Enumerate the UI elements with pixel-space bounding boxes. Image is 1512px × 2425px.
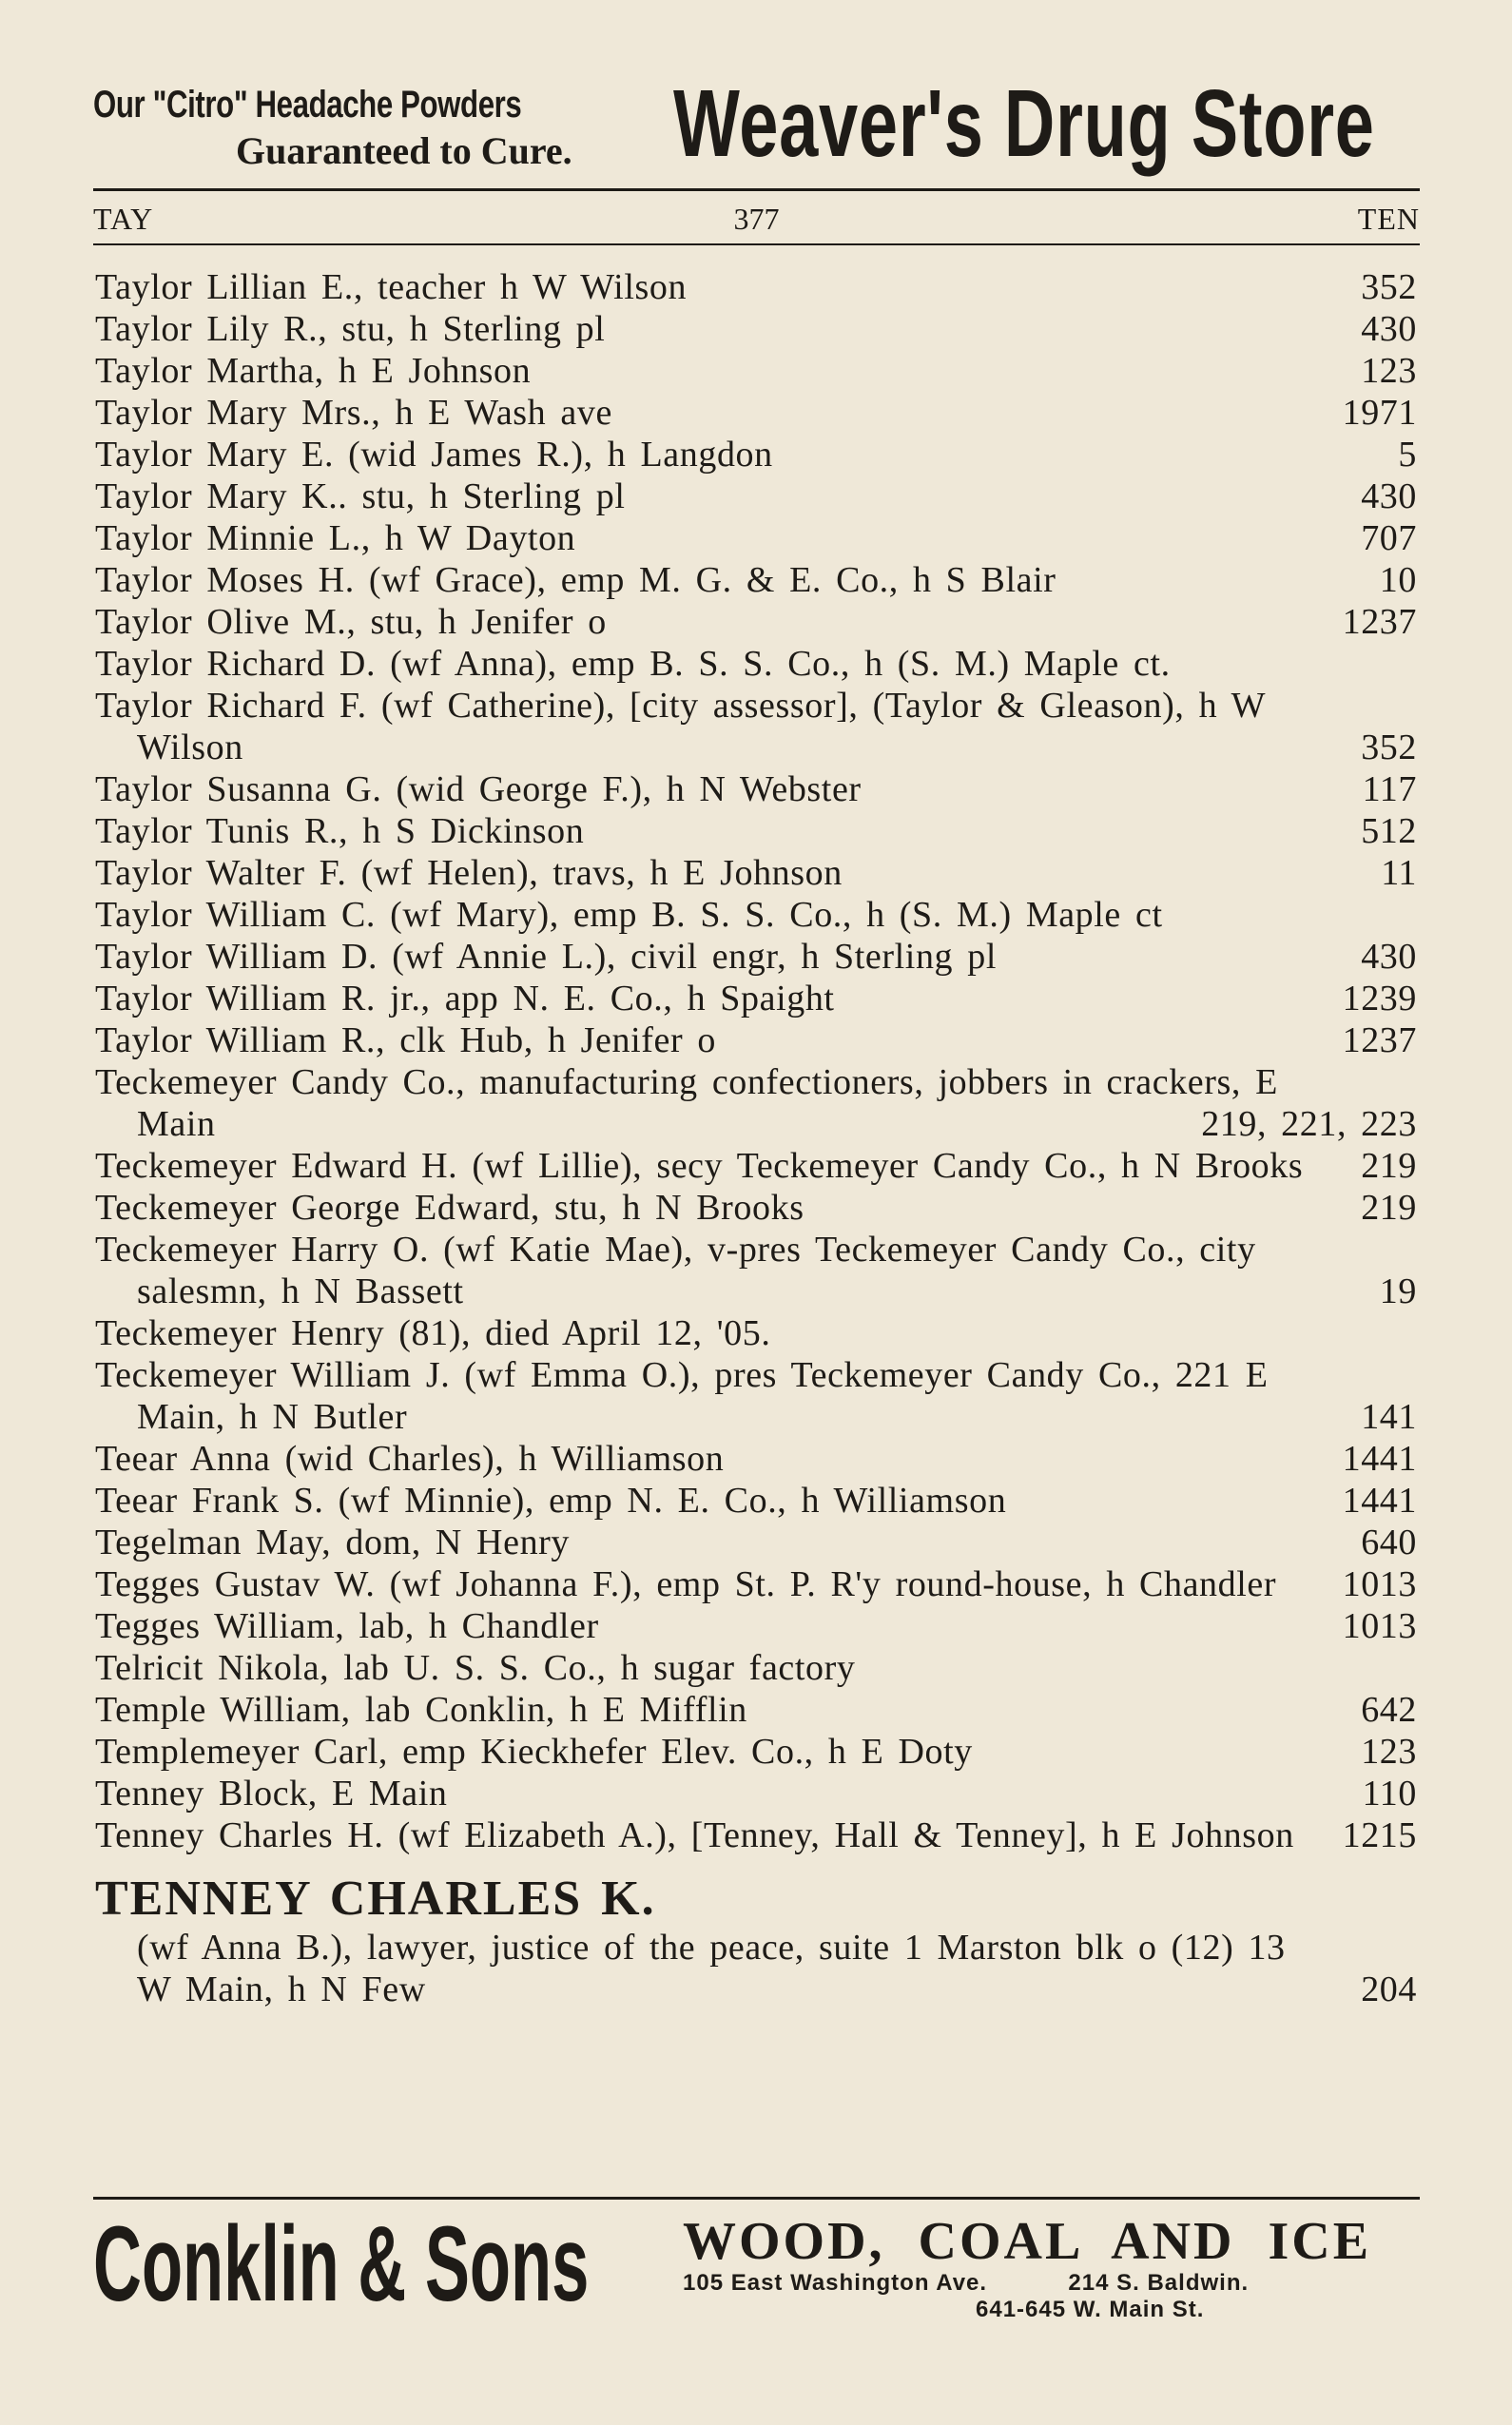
entry-text: Taylor Richard D. (wf Anna), emp B. S. S. Co., h (S. M.) Maple ct.: [95, 644, 1171, 684]
bold-entry-text: (wf Anna B.), lawyer, justice of the peace, suite 1 Marston blk o (12) 13 W Main, h N Few: [137, 1928, 1286, 2009]
entry-number: 219: [1361, 1146, 1417, 1186]
entry-text: Teckemeyer Harry O. (wf Katie Mae), v-pres Teckemeyer Candy Co., city salesmn, h N Bassett: [95, 1230, 1256, 1311]
ad-addresses: [683, 2270, 1249, 2297]
entry-number: 707: [1361, 518, 1417, 558]
directory-entry: [95, 517, 1417, 559]
entry-text: Tenney Block, E Main: [95, 1774, 448, 1814]
entry-text: Taylor Richard F. (wf Catherine), [city assessor], (Taylor & Gleason), h W Wilson: [95, 686, 1266, 767]
ad-left-line2: Guaranteed to Cure.: [236, 129, 572, 172]
entry-number: 352: [1361, 728, 1417, 767]
directory-entry: [95, 350, 1417, 392]
entry-number: 430: [1361, 476, 1417, 516]
running-head-left: TAY: [93, 202, 154, 236]
directory-entry: [95, 936, 1417, 978]
entry-number: 219, 221, 223: [1201, 1104, 1417, 1144]
ad-address-3: 641-645 W. Main St.: [976, 2297, 1205, 2322]
entry-text: Tenney Charles H. (wf Elizabeth A.), [Tenney, Hall & Tenney], h E Johnson: [95, 1815, 1294, 1855]
entry-text: Taylor William C. (wf Mary), emp B. S. S. Co., h (S. M.) Maple ct: [95, 895, 1163, 935]
entry-text: Taylor Minnie L., h W Dayton: [95, 518, 576, 558]
entry-text: Teckemeyer Edward H. (wf Lillie), secy Teckemeyer Candy Co., h N Brooks: [95, 1146, 1304, 1186]
bold-entry-name: TENNEY CHARLES K.: [95, 1872, 656, 1926]
entry-text: Taylor Susanna G. (wid George F.), h N Webster: [95, 769, 862, 809]
ad-drug-store-name: Weaver's Drug Store: [673, 70, 1375, 177]
directory-entry: [95, 1438, 1417, 1480]
directory-entry: [95, 1229, 1417, 1312]
entry-number: 642: [1361, 1690, 1417, 1730]
entry-text: Temple William, lab Conklin, h E Mifflin: [95, 1690, 747, 1730]
entry-text: Tegges William, lab, h Chandler: [95, 1606, 599, 1646]
entry-number: 10: [1379, 560, 1417, 600]
entry-number: 1971: [1342, 393, 1417, 433]
directory-entry: [95, 1354, 1417, 1438]
entry-number: 19: [1379, 1271, 1417, 1311]
directory-entry: [95, 894, 1417, 936]
entry-text: Taylor Moses H. (wf Grace), emp M. G. & E. Co., h S Blair: [95, 560, 1056, 600]
entry-text: Taylor Martha, h E Johnson: [95, 351, 532, 391]
directory-entry: [95, 1773, 1417, 1814]
directory-entry: [95, 475, 1417, 517]
directory-entry: [95, 266, 1417, 308]
entry-text: Teckemeyer Henry (81), died April 12, '05.: [95, 1313, 771, 1353]
entry-text: Telricit Nikola, lab U. S. S. Co., h sugar factory: [95, 1648, 856, 1688]
ad-goods: WOOD, COAL AND ICE: [683, 2212, 1372, 2271]
entry-text: Tegelman May, dom, N Henry: [95, 1523, 571, 1562]
entry-number: 110: [1362, 1774, 1417, 1814]
entry-number: 1441: [1342, 1481, 1417, 1521]
directory-entry: [95, 978, 1417, 1019]
entry-text: Taylor William D. (wf Annie L.), civil engr, h Sterling pl: [95, 937, 998, 977]
entry-text: Teckemeyer Candy Co., manufacturing confectioners, jobbers in crackers, E Main: [95, 1062, 1278, 1144]
header-divider: [93, 243, 1420, 245]
directory-listing: [95, 266, 1417, 2010]
entry-text: Teckemeyer George Edward, stu, h N Brooks: [95, 1188, 804, 1228]
directory-entry: [95, 434, 1417, 475]
directory-entry: [95, 685, 1417, 768]
directory-entry: [95, 1605, 1417, 1647]
directory-entry: [95, 392, 1417, 434]
entry-number: 117: [1362, 769, 1417, 809]
running-head: [93, 202, 1420, 240]
top-advertisement: [93, 70, 1420, 179]
ad-headache-powders: [93, 84, 664, 173]
directory-entry: [95, 601, 1417, 643]
entry-number: 1215: [1342, 1815, 1417, 1855]
bottom-advertisement: [93, 2204, 1420, 2325]
entry-text: Taylor Mary E. (wid James R.), h Langdon: [95, 435, 773, 475]
entry-number: 1239: [1342, 979, 1417, 1018]
directory-entry: [95, 1019, 1417, 1061]
entry-number: 352: [1361, 267, 1417, 307]
directory-entry: [95, 1814, 1417, 1856]
directory-entry: [95, 1145, 1417, 1187]
entry-text: Teckemeyer William J. (wf Emma O.), pres Teckemeyer Candy Co., 221 E Main, h N Butler: [95, 1355, 1269, 1437]
ad-address-1: 105 East Washington Ave.: [683, 2270, 988, 2296]
entry-number: 430: [1361, 309, 1417, 349]
directory-entry: [95, 1480, 1417, 1522]
directory-entry: [95, 1563, 1417, 1605]
bold-entry-number: 204: [1361, 1969, 1417, 2009]
entry-number: 640: [1361, 1523, 1417, 1562]
top-divider: [93, 188, 1420, 191]
entry-text: Taylor Lily R., stu, h Sterling pl: [95, 309, 606, 349]
directory-entry: [95, 559, 1417, 601]
directory-entry: [95, 1312, 1417, 1354]
entry-number: 1237: [1342, 602, 1417, 642]
bold-directory-entry: [95, 1872, 1417, 2010]
directory-entry: [95, 852, 1417, 894]
entry-text: Templemeyer Carl, emp Kieckhefer Elev. Co., h E Doty: [95, 1732, 973, 1772]
entry-number: 1237: [1342, 1020, 1417, 1060]
entry-number: 123: [1361, 1732, 1417, 1772]
entry-text: Taylor Mary Mrs., h E Wash ave: [95, 393, 612, 433]
ad-left-line1: Our "Citro" Headache Powders: [93, 84, 522, 126]
directory-entry: [95, 643, 1417, 685]
entry-text: Taylor Olive M., stu, h Jenifer o: [95, 602, 607, 642]
entry-number: 512: [1361, 811, 1417, 851]
running-head-right: TEN: [1357, 202, 1420, 236]
entry-text: Taylor Lillian E., teacher h W Wilson: [95, 267, 688, 307]
directory-entry: [95, 1061, 1417, 1145]
entry-text: Taylor Walter F. (wf Helen), travs, h E Johnson: [95, 853, 843, 893]
ad-address-2: 214 S. Baldwin.: [1068, 2270, 1250, 2296]
directory-entry: [95, 1689, 1417, 1731]
directory-entry: [95, 768, 1417, 810]
entry-number: 1441: [1342, 1439, 1417, 1479]
directory-entry: [95, 1522, 1417, 1563]
entry-number: 141: [1361, 1397, 1417, 1437]
directory-entry: [95, 1731, 1417, 1773]
entry-text: Taylor Mary K.. stu, h Sterling pl: [95, 476, 626, 516]
entry-text: Tegges Gustav W. (wf Johanna F.), emp St. P. R'y round-house, h Chandler: [95, 1564, 1277, 1604]
ad-business-name: Conklin & Sons: [93, 2204, 590, 2323]
directory-entry: [95, 1647, 1417, 1689]
entry-number: 1013: [1342, 1564, 1417, 1604]
directory-entry: [95, 1187, 1417, 1229]
entry-number: 5: [1398, 435, 1417, 475]
entry-number: 123: [1361, 351, 1417, 391]
entry-text: Taylor Tunis R., h S Dickinson: [95, 811, 585, 851]
directory-entry: [95, 810, 1417, 852]
directory-entry: [95, 308, 1417, 350]
entry-text: Teear Frank S. (wf Minnie), emp N. E. Co., h Williamson: [95, 1481, 1007, 1521]
entry-number: 11: [1381, 853, 1417, 893]
entry-number: 430: [1361, 937, 1417, 977]
entry-text: Taylor William R., clk Hub, h Jenifer o: [95, 1020, 716, 1060]
entry-text: Taylor William R. jr., app N. E. Co., h Spaight: [95, 979, 835, 1018]
footer-divider: [93, 2197, 1420, 2200]
entry-number: 1013: [1342, 1606, 1417, 1646]
page-number: 377: [733, 202, 780, 236]
entry-text: Teear Anna (wid Charles), h Williamson: [95, 1439, 725, 1479]
entry-number: 219: [1361, 1188, 1417, 1228]
